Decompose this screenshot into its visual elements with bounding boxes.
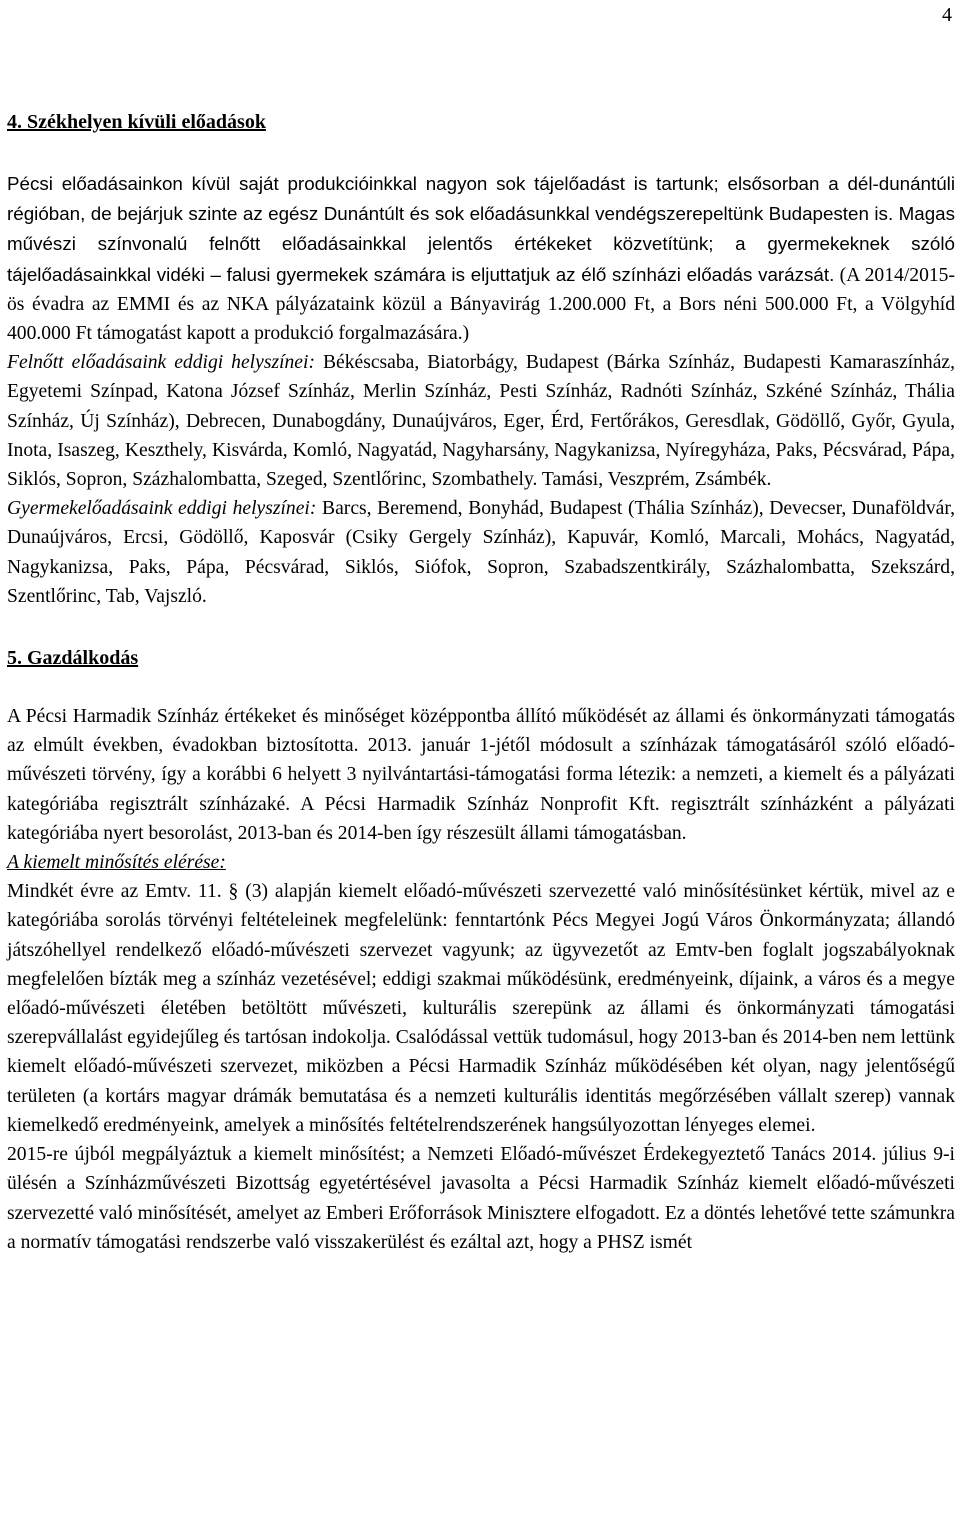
grant-note: (A 2014/2015-ös évadra az EMMI és az NKA pályázataink közül a Bányavirág 1.200.000 Ft, a Bors néni 500.000 Ft, a Völgyhíd 400.000 Ft támogatást kapott a produkció forgalmazására.)	[7, 264, 955, 345]
page-number: 4	[942, 4, 952, 26]
adult-venues-label: Felnőtt előadásaink eddigi helyszínei:	[7, 352, 315, 374]
page-content	[7, 104, 955, 1257]
section-4-intro-paragraph	[7, 169, 955, 348]
law-reference-text: Mindkét évre az Emtv. 11.	[7, 881, 222, 903]
intro-text: Pécsi előadásainkon kívül saját produkcióinkkal nagyon sok tájelőadást is tartunk; elsősorban a dél-dunántúli régióban, de bejárjuk szinte az egész Dunántúlt és sok előadásunkkal vendégszerepeltünk Budapesten is. Magas művészi színvonalú felnőtt előadásainkkal jelentős értékeket közvetítünk; a gyermekeknek szóló tájelőadásainkkal vidéki – falusi gyermekek számára is eljuttatjuk az élő színházi előadás varázsát.	[7, 173, 955, 285]
adult-venues-paragraph	[7, 348, 955, 494]
child-venues-list: Barcs, Beremend, Bonyhád, Budapest (Thália Színház), Devecser, Dunaföldvár, Dunaújváros, Ercsi, Gödöllő, Kaposvár (Csiky Gergely Színház), Kapuvár, Komló, Marcali, Mohács, Nagyatád, Nagykanizsa, Paks, Pápa, Pécsvárad, Siklós, Siófok, Sopron, Szabadszentkirály, Százhalombatta, Szekszárd, Szentlőrinc, Tab, Vajszló.	[7, 498, 955, 607]
section-4-heading: 4. Székhelyen kívüli előadások	[7, 111, 266, 133]
priority-status-paragraph	[7, 877, 955, 1140]
section-sign: §	[228, 881, 239, 903]
priority-status-subheading: A kiemelt minősítés elérése:	[7, 852, 226, 874]
finance-paragraph: A Pécsi Harmadik Színház értékeket és minőséget középpontba állító működését az állami és önkormányzati támogatás az elmúlt években, évadokban biztosította. 2013. január 1-jétől módosult a színházak támogatásáról szóló előadó-művészeti törvény, így a korábbi 6 helyett 3 nyilvántartási-támogatási forma létezik: a nemzeti, a kiemelt és a pályázati kategóriába regisztrált színházaké. A Pécsi Harmadik Színház Nonprofit Kft. regisztrált színházként a pályázati kategóriába nyert besorolást, 2013-ban és 2014-ben így részesült állami támogatásban.	[7, 706, 955, 844]
priority-status-text: (3) alapján kiemelt előadó-művészeti szervezetté való minősítésünket kértük, mivel az e kategóriába sorolás törvényi feltételeinek megfelelünk: fenntartónk Pécs Megyei Jogú Város Önkormányzata; állandó játszóhellyel rendelkező előadó-művészeti szervezet vagyunk; az ügyvezetőt az Emtv-ben foglalt jogszabályoknak megfelelően bízták meg a színház vezetésével; eddigi szakmai működésünk, eredményeink, díjaink, a város és a megye előadó-művészeti életében betöltött művészeti, kulturális szerepünk az állami és önkormányzati támogatási szerepvállalást egyidejűleg és tartósan indokolja. Csalódással vettük tudomásul, hogy 2013-ban és 2014-ben nem lettünk kiemelt előadó-művészeti szervezet, miközben a Pécsi Harmadik Színház működésében két olyan, nagy jelentőségű területen (a kortárs magyar drámák bemutatása és a nemzeti kulturális identitás megőrzésében vállalt szerep) vannak kiemelkedő eredményeink, amelyek a minősítés feltételrendszerének hangsúlyozottan lényeges elemei.	[7, 881, 955, 1136]
application-2015-paragraph: 2015-re újból megpályáztuk a kiemelt minősítést; a Nemzeti Előadó-művészet Érdekegyeztető Tanács 2014. július 9-i ülésén a Színházművészeti Bizottság egyetértésével javasolta a Pécsi Harmadik Színház kiemelt előadó-művészeti szervezetté való minősítését, amelyet az Emberi Erőforrások Minisztere elfogadott. Ez a döntés lehetővé tette számunkra a normatív támogatási rendszerbe való visszakerülést és ezáltal azt, hogy a PHSZ ismét	[7, 1144, 955, 1253]
child-venues-paragraph	[7, 494, 955, 611]
section-5-heading: 5. Gazdálkodás	[7, 647, 139, 670]
subheading-paragraph	[7, 848, 955, 877]
child-venues-label: Gyermekelőadásaink eddigi helyszínei:	[7, 498, 317, 520]
adult-venues-list: Békéscsaba, Biatorbágy, Budapest (Bárka Színház, Budapesti Kamaraszínház, Egyetemi Színpad, Katona József Színház, Merlin Színház, Pesti Színház, Radnóti Színház, Szkéné Színház, Thália Színház, Új Színház), Debrecen, Dunabogdány, Dunaújváros, Eger, Érd, Fertőrákos, Geresdlak, Gödöllő, Győr, Gyula, Inota, Isaszeg, Keszthely, Kisvárda, Komló, Nagyatád, Nagyharsány, Nagykanizsa, Nyíregyháza, Paks, Pécsvárad, Pápa, Siklós, Sopron, Százhalombatta, Szeged, Szentlőrinc, Szombathely. Tamási, Veszprém, Zsámbék.	[7, 352, 955, 491]
